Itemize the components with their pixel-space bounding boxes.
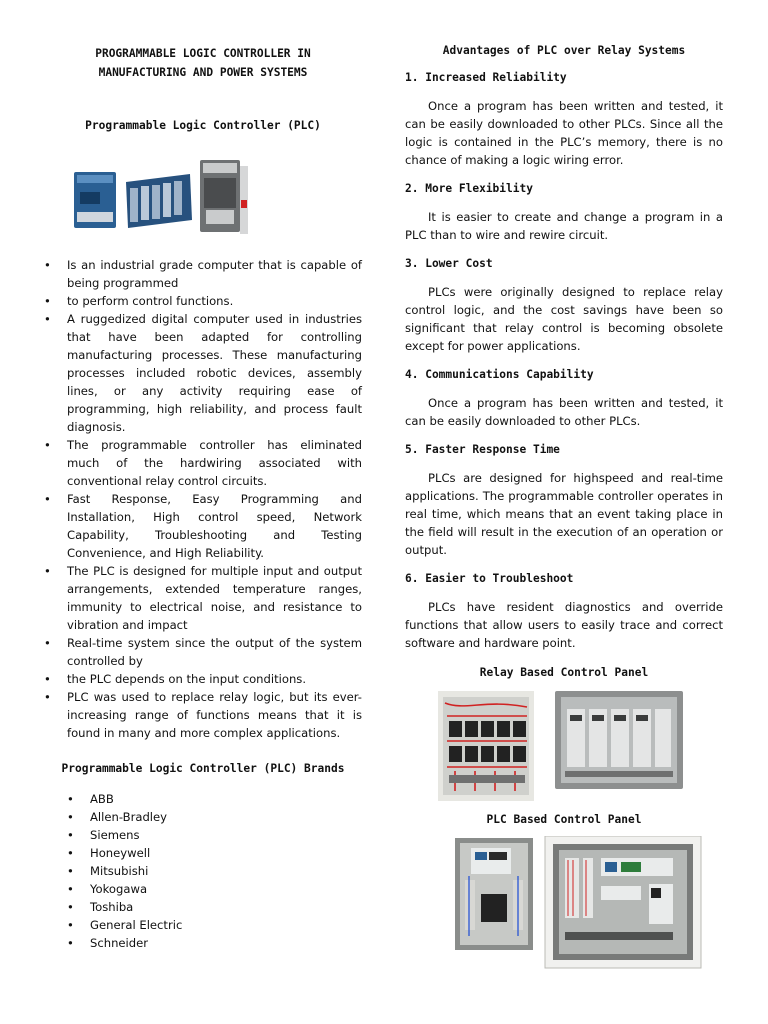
- advantage-title: 1. Increased Reliability: [405, 71, 567, 84]
- plc-description-list: [44, 256, 362, 742]
- list-item: • Fast Response, Easy Programming and Installation, High control speed, Network Capability, Troubleshooting and Testing Convenience, and High Reliability.: [44, 492, 362, 560]
- title-line-2: MANUFACTURING AND POWER SYSTEMS: [98, 66, 308, 79]
- right-column: [405, 44, 723, 972]
- list-item: • the PLC depends on the input conditions.: [44, 672, 307, 686]
- advantage-text: PLCs have resident diagnostics and override functions that allow users to easily trace and correct software and hardware point.: [405, 600, 723, 650]
- plc-products-image: [44, 158, 362, 246]
- list-item: • Schneider: [67, 936, 149, 950]
- brands-list: [67, 790, 362, 952]
- list-item: • PLC was used to replace relay logic, but its ever-increasing range of functions means that it is found in many and more complex applications.: [44, 690, 362, 740]
- plc-panel-caption: PLC Based Control Panel: [486, 813, 642, 826]
- advantage-text: PLCs are designed for highspeed and real-time applications. The programmable controller operates in real time, which means that an event taking place in the field will result in the execution of an operation or output.: [405, 471, 723, 557]
- list-item: • ABB: [67, 792, 114, 806]
- list-item: • Allen-Bradley: [67, 810, 168, 824]
- relay-panel-images: [405, 691, 723, 803]
- advantages-heading: Advantages of PLC over Relay Systems: [442, 44, 686, 57]
- advantage-text: Once a program has been written and tested, it can be easily downloaded to other PLCs. Since all the logic is contained in the PLC’s memory, there is no chance of making a logic wiring error.: [405, 99, 723, 167]
- advantage-title: 6. Easier to Troubleshoot: [405, 572, 574, 585]
- advantage-text: It is easier to create and change a program in a PLC than to wire and rewire circuit.: [405, 210, 723, 242]
- list-item: • The PLC is designed for multiple input and output arrangements, extended temperature ranges, immunity to electrical noise, and resistance to vibration and impact: [44, 564, 362, 632]
- list-item: • The programmable controller has eliminated much of the hardwiring associated with conventional relay control circuits.: [44, 438, 362, 488]
- plc-products-illustration: [44, 158, 362, 246]
- title-line-1: PROGRAMMABLE LOGIC CONTROLLER IN: [95, 47, 311, 60]
- list-item: • Mitsubishi: [67, 864, 149, 878]
- brands-heading: Programmable Logic Controller (PLC) Brands: [61, 762, 345, 775]
- plc-panel-illustration: [405, 836, 723, 972]
- advantage-text: Once a program has been written and tested, it can be easily downloaded to other PLCs.: [405, 396, 723, 428]
- list-item: • Real-time system since the output of the system controlled by: [44, 636, 362, 668]
- plc-heading: Programmable Logic Controller (PLC): [85, 119, 321, 132]
- advantage-title: 2. More Flexibility: [405, 182, 533, 195]
- plc-panel-images: [405, 836, 723, 972]
- list-item: • Yokogawa: [67, 882, 148, 896]
- advantages-section: [405, 69, 723, 652]
- document-title: [44, 44, 362, 82]
- list-item: • Is an industrial grade computer that is capable of being programmed: [44, 258, 362, 290]
- advantage-title: 5. Faster Response Time: [405, 443, 560, 456]
- advantage-title: 3. Lower Cost: [405, 257, 493, 270]
- list-item: • Siemens: [67, 828, 140, 842]
- left-column: [44, 44, 362, 952]
- advantage-text: PLCs were originally designed to replace relay control logic, and the cost savings have been so significant that relay control is becoming obsolete except for power applications.: [405, 285, 723, 353]
- list-item: • A ruggedized digital computer used in industries that have been adapted for controlling manufacturing processes. These manufacturing processes included robotic devices, assembly lines, or any activity requiring ease of programming, high reliability, and process fault diagnosis.: [44, 312, 362, 434]
- list-item: • Toshiba: [67, 900, 134, 914]
- relay-panel-caption: Relay Based Control Panel: [479, 666, 649, 679]
- list-item: • Honeywell: [67, 846, 151, 860]
- relay-panel-illustration: [405, 691, 723, 803]
- list-item: • to perform control functions.: [44, 294, 234, 308]
- advantage-title: 4. Communications Capability: [405, 368, 594, 381]
- list-item: • General Electric: [67, 918, 183, 932]
